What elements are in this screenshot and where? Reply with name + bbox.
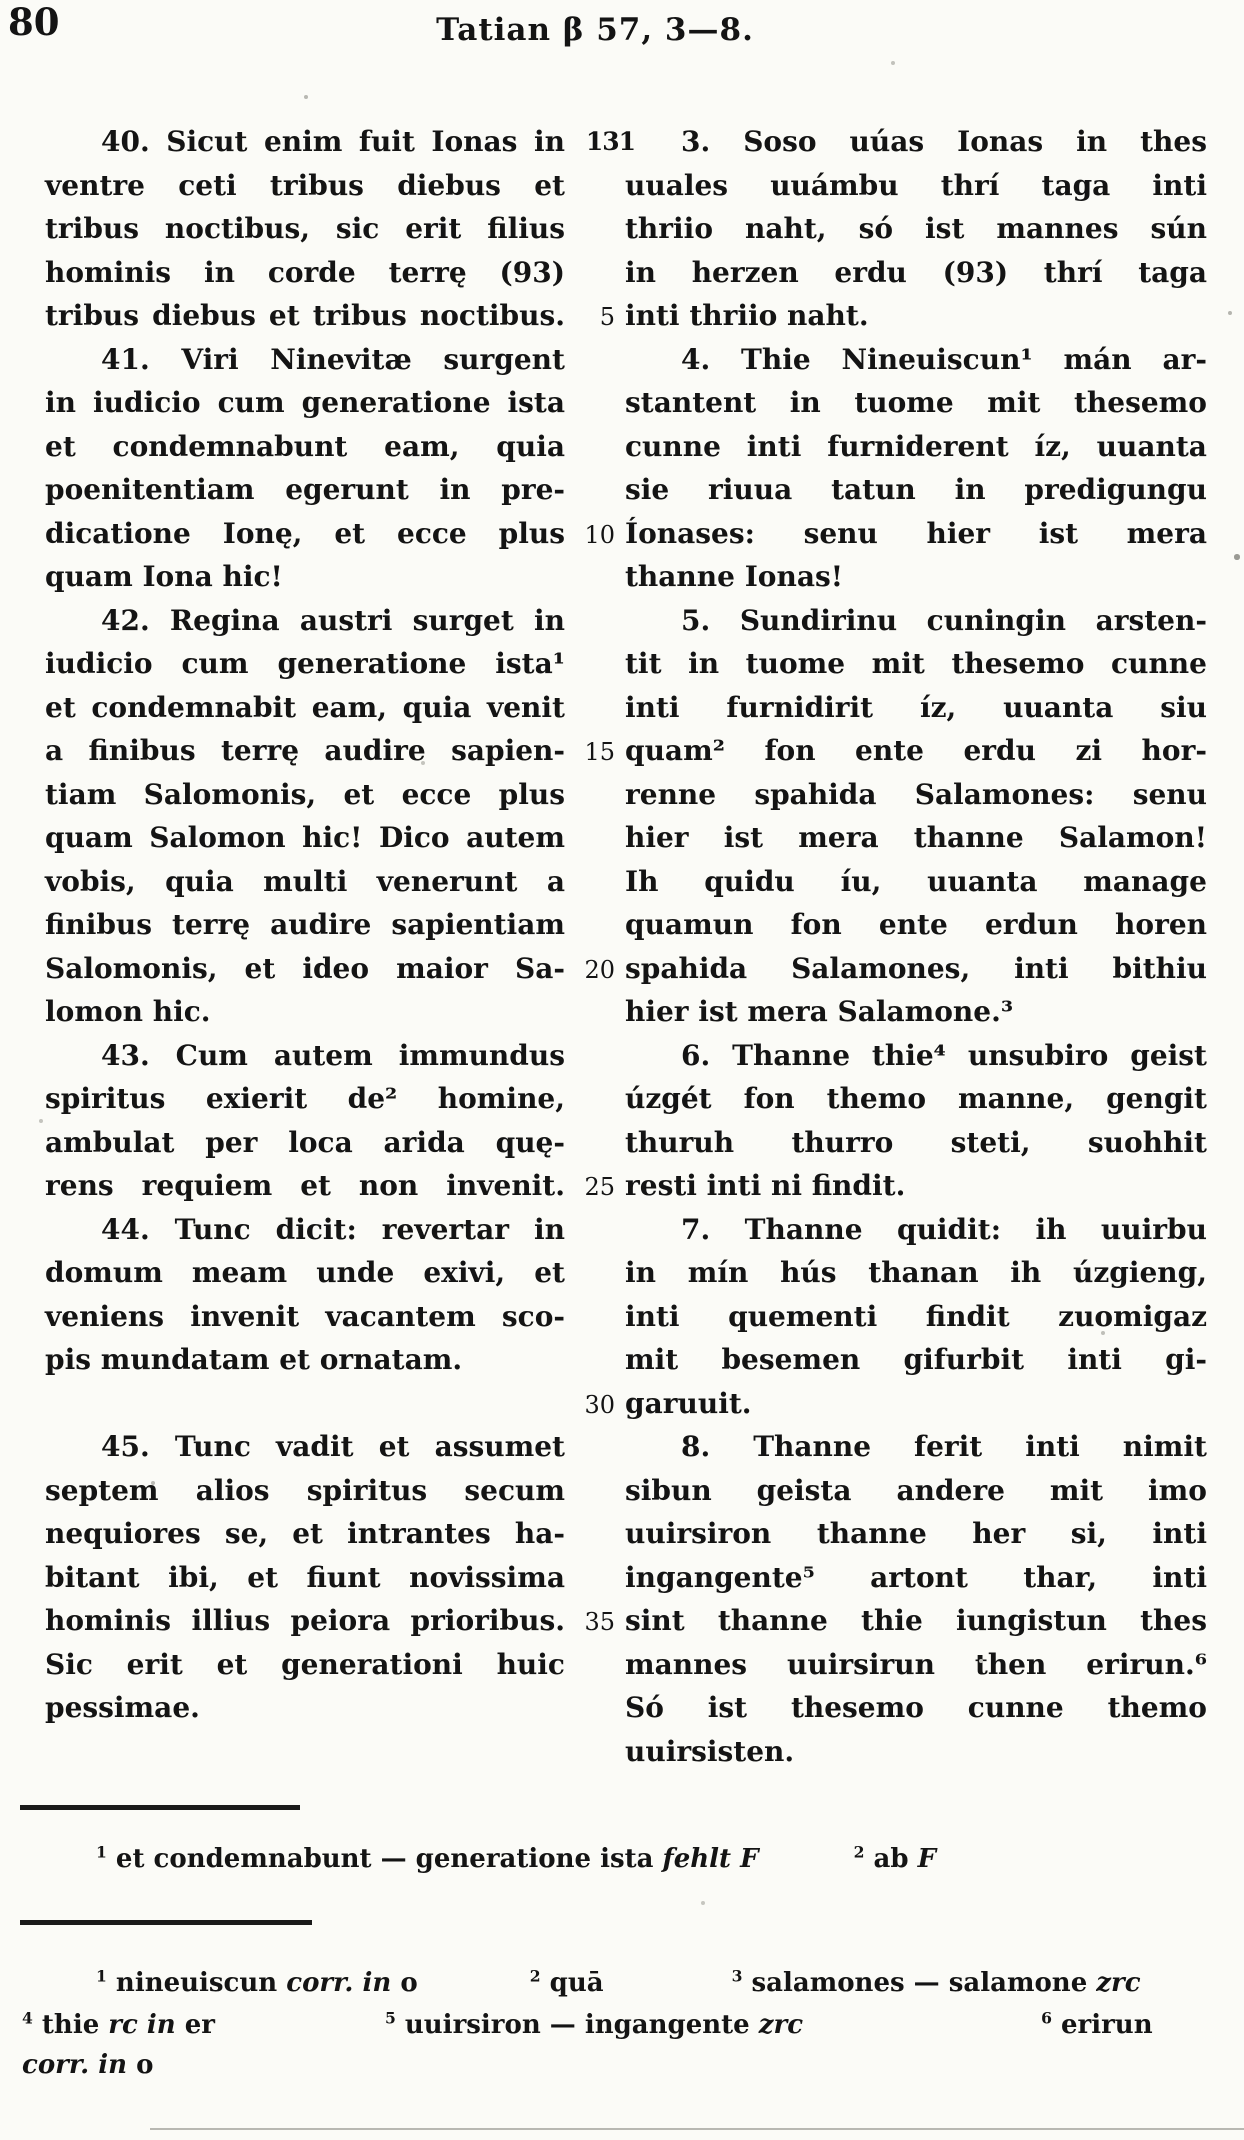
text-line: renne spahida Salamones: senu <box>625 777 1207 811</box>
text-line: uuirsiron thanne her si, inti <box>625 1517 1207 1550</box>
text-line: garuuit. <box>625 1386 752 1420</box>
text-line: ingangente⁵ artont thar, inti <box>625 1560 1207 1594</box>
text-line: mit besemen gifurbit inti gi- <box>625 1343 1207 1376</box>
text-line: 6. Thanne thie⁴ unsubiro geist <box>681 1038 1207 1072</box>
text-line: 43. Cum autem immundus <box>101 1038 565 1072</box>
text-line: inti furnidirit íz, uuanta siu <box>625 690 1207 724</box>
text-line: cunne inti furniderent íz, uuanta <box>625 429 1207 463</box>
text-line: vobis, quia multi venerunt a <box>45 864 565 898</box>
text-line: et condemnabit eam, quia venit <box>45 690 565 724</box>
text-line: hier ist mera Salamone.³ <box>625 995 1014 1028</box>
footnote-block-german-line <box>0 2008 1244 2040</box>
text-line: 7. Thanne quidit: ih uuirbu <box>681 1212 1207 1246</box>
footnote-block-german-line <box>0 1966 1244 1998</box>
text-line: septem alios spiritus secum <box>45 1473 565 1507</box>
text-line: veniens invenit vacantem sco- <box>45 1299 565 1333</box>
text-line: 42. Regina austri surget in <box>101 603 565 637</box>
text-line: quam Iona hic! <box>45 560 283 593</box>
apparatus-entry: $^1$ nineuiscun corr. in o <box>96 1966 418 1998</box>
text-line: Só ist thesemo cunne themo <box>625 1691 1207 1724</box>
text-line: uuirsisten. <box>625 1734 795 1768</box>
text-line: Salomonis, et ideo maior Sa- <box>45 951 565 985</box>
text-line: stantent in tuome mit thesemo <box>625 386 1207 419</box>
text-line: 44. Tunc dicit: revertar in <box>101 1212 565 1246</box>
page-header: Tatian β 57, 3—8. <box>436 12 754 48</box>
text-line: inti thriio naht. <box>625 299 869 332</box>
text-line: tribus diebus et tribus noctibus. <box>45 299 565 332</box>
text-line: 41. Viri Ninevitæ surgent <box>101 342 565 376</box>
text-line: a finibus terrę audire sapien- <box>45 734 565 767</box>
scan-noise <box>0 0 2 2</box>
text-line: Sic erit et generationi huic <box>45 1647 565 1681</box>
text-line: lomon hic. <box>45 995 211 1028</box>
line-number: 20 <box>584 955 615 984</box>
text-line: 45. Tunc vadit et assumet <box>101 1430 565 1463</box>
apparatus-entry: $^1$ et condemnabunt — generatione ista fehlt F <box>96 1842 759 1874</box>
text-line: spiritus exierit de² homine, <box>45 1082 565 1115</box>
text-line: sint thanne thie iungistun thes <box>625 1604 1207 1637</box>
text-line: dicatione Ionę, et ecce plus <box>45 516 565 550</box>
text-line: tit in tuome mit thesemo cunne <box>625 647 1207 680</box>
line-number: 35 <box>584 1608 615 1636</box>
text-line: Íonases: senu hier ist mera <box>625 516 1207 550</box>
apparatus-entry: $^6$ erirun <box>1041 2008 1153 2040</box>
line-number: 30 <box>584 1390 615 1419</box>
apparatus-entry: $^2$ quā <box>529 1966 604 1998</box>
german-column <box>625 120 1207 1773</box>
apparatus-entry: corr. in o <box>22 2050 154 2080</box>
text-line: thanne Ionas! <box>625 560 844 593</box>
text-line <box>45 1382 565 1426</box>
text-line: poenitentiam egerunt in pre- <box>45 473 565 506</box>
text-line: nequiores se, et intrantes ha- <box>45 1517 565 1550</box>
line-number-gutter <box>561 120 635 1820</box>
text-line: pis mundatam et ornatam. <box>45 1343 463 1376</box>
text-line: hominis illius peiora prioribus. <box>45 1604 565 1637</box>
apparatus-entry: $^5$ uuirsiron — ingangente zrc <box>384 2008 804 2040</box>
text-line: resti inti ni findit. <box>625 1169 906 1202</box>
text-line: thuruh thurro steti, suohhit <box>625 1125 1207 1159</box>
text-line: sie riuua tatun in predigungu <box>625 473 1207 506</box>
text-line: bitant ibi, et fiunt novissima <box>45 1560 565 1594</box>
text-line: hominis in corde terrę (93) <box>45 255 565 289</box>
text-line: iudicio cum generatione ista¹ <box>45 647 565 680</box>
text-line: úzgét fon themo manne, gengit <box>625 1082 1207 1115</box>
apparatus-entry: $^4$ thie rc in er <box>22 2008 215 2040</box>
text-line: thriio naht, só ist mannes sún <box>625 212 1207 245</box>
text-line: rens requiem et non invenit. <box>45 1169 565 1202</box>
text-line <box>45 1730 565 1774</box>
footnote-separator <box>20 1805 300 1810</box>
line-number: 10 <box>584 520 615 549</box>
text-line: 40. Sicut enim fuit Ionas in <box>101 125 565 158</box>
text-line: quamun fon ente erdun horen <box>625 908 1207 941</box>
text-line: Ih quidu íu, uuanta manage <box>625 864 1207 898</box>
text-line: tiam Salomonis, et ecce plus <box>45 777 565 811</box>
text-line: et condemnabunt eam, quia <box>45 429 565 463</box>
text-line: spahida Salamones, inti bithiu <box>625 951 1207 985</box>
apparatus-entry: $^3$ salamones — salamone zrc <box>731 1966 1141 1998</box>
text-line: ambulat per loca arida quę- <box>45 1125 565 1159</box>
latin-column <box>45 120 565 1773</box>
text-line: tribus noctibus, sic erit filius <box>45 212 565 245</box>
footnote-separator <box>20 1920 312 1925</box>
text-line: 5. Sundirinu cuningin arsten- <box>681 603 1207 637</box>
text-line: ventre ceti tribus diebus et <box>45 168 565 202</box>
text-line: in iudicio cum generatione ista <box>45 386 565 419</box>
page-number: 80 <box>8 0 60 44</box>
footnote-block-latin <box>0 1842 1244 1874</box>
apparatus-entry: $^2$ ab F <box>853 1842 937 1874</box>
text-line: 4. Thie Nineuiscun¹ mán ar- <box>681 342 1207 376</box>
text-line: inti quementi findit zuomigaz <box>625 1299 1207 1333</box>
line-number: 5 <box>599 303 615 331</box>
text-line: 3. Soso uúas Ionas in thes <box>681 125 1207 158</box>
manuscript-page-number: 131 <box>585 127 635 156</box>
text-line: sibun geista andere mit imo <box>625 1473 1207 1507</box>
text-line: uuales uuámbu thrí taga inti <box>625 168 1207 202</box>
text-line: quam Salomon hic! Dico autem <box>45 821 565 854</box>
text-line: pessimae. <box>45 1691 200 1724</box>
line-number: 15 <box>584 738 615 766</box>
footnote-block-german-line <box>0 2050 1244 2080</box>
text-line: in herzen erdu (93) thrí taga <box>625 255 1207 289</box>
text-line: domum meam unde exivi, et <box>45 1256 565 1289</box>
scan-edge-line <box>150 2128 1244 2130</box>
text-line: quam² fon ente erdu zi hor- <box>625 734 1207 767</box>
text-line: hier ist mera thanne Salamon! <box>625 821 1207 854</box>
text-line: in mín hús thanan ih úzgieng, <box>625 1256 1207 1289</box>
text-line: 8. Thanne ferit inti nimit <box>681 1430 1207 1463</box>
line-number: 25 <box>584 1173 615 1201</box>
text-line: finibus terrę audire sapientiam <box>45 908 565 941</box>
text-line: mannes uuirsirun then erirun.⁶ <box>625 1647 1207 1681</box>
